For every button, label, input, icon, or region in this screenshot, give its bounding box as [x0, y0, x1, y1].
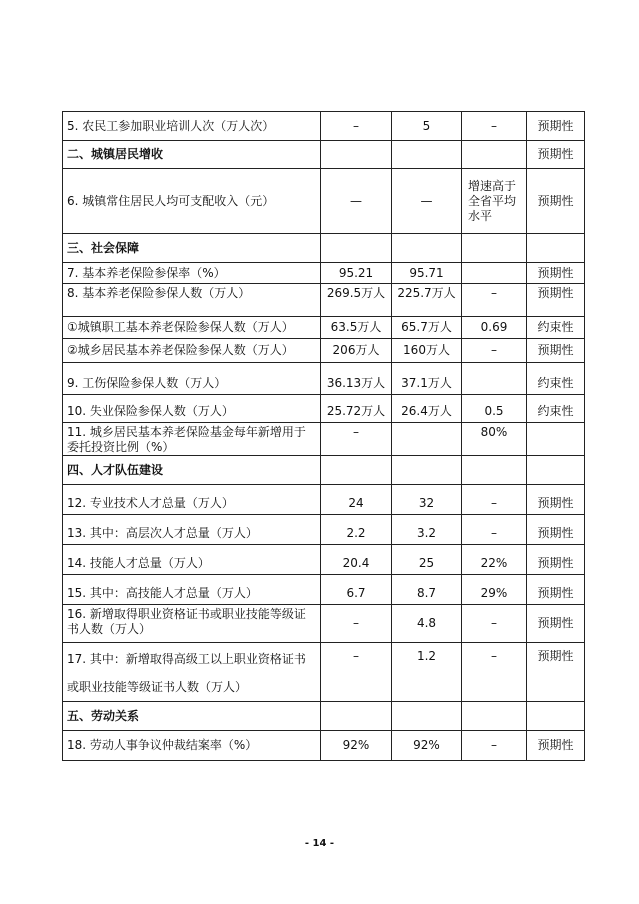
cell-growth	[462, 234, 527, 263]
section-row	[63, 702, 585, 731]
cell-attribute: 预期性	[527, 284, 585, 317]
table-row	[63, 263, 585, 284]
row-label: ①城镇职工基本养老保险参保人数（万人）	[63, 317, 321, 339]
cell-target: 92%	[392, 731, 462, 761]
cell-growth: –	[462, 515, 527, 545]
cell-growth: 80%	[462, 423, 527, 456]
table-row	[63, 395, 585, 423]
row-label: 14. 技能人才总量（万人）	[63, 545, 321, 575]
cell-growth	[462, 263, 527, 284]
cell-attribute: 预期性	[527, 605, 585, 643]
row-label: 16. 新增取得职业资格证书或职业技能等级证书人数（万人）	[63, 605, 321, 643]
cell-growth: –	[462, 605, 527, 643]
cell-baseline: 92%	[321, 731, 392, 761]
cell-target: 37.1万人	[392, 363, 462, 395]
table-row	[63, 545, 585, 575]
cell-baseline: —	[321, 169, 392, 234]
cell-growth: 22%	[462, 545, 527, 575]
cell-baseline: 25.72万人	[321, 395, 392, 423]
table-row	[63, 284, 585, 317]
cell-attribute: 预期性	[527, 339, 585, 363]
row-label: 8. 基本养老保险参保人数（万人）	[63, 284, 321, 317]
cell-attribute: 预期性	[527, 643, 585, 702]
row-label: 11. 城乡居民基本养老保险基金每年新增用于委托投资比例（%）	[63, 423, 321, 456]
row-label: 15. 其中：高技能人才总量（万人）	[63, 575, 321, 605]
cell-baseline	[321, 141, 392, 169]
cell-attribute	[527, 456, 585, 485]
row-label: 12. 专业技术人才总量（万人）	[63, 485, 321, 515]
cell-attribute: 预期性	[527, 485, 585, 515]
row-label: 5. 农民工参加职业培训人次（万人次）	[63, 112, 321, 141]
cell-baseline: 20.4	[321, 545, 392, 575]
cell-attribute: 约束性	[527, 363, 585, 395]
cell-growth	[462, 141, 527, 169]
cell-growth: –	[462, 643, 527, 702]
table-row	[63, 515, 585, 545]
cell-target: 95.71	[392, 263, 462, 284]
page-number: - 14 -	[304, 838, 335, 849]
cell-baseline: 24	[321, 485, 392, 515]
cell-target: 8.7	[392, 575, 462, 605]
cell-attribute: 约束性	[527, 395, 585, 423]
cell-baseline: 95.21	[321, 263, 392, 284]
cell-growth: –	[462, 485, 527, 515]
section-heading: 二、城镇居民增收	[63, 141, 321, 169]
cell-attribute	[527, 234, 585, 263]
cell-growth: –	[462, 284, 527, 317]
indicator-table	[62, 111, 585, 761]
row-label: 6. 城镇常住居民人均可支配收入（元）	[63, 169, 321, 234]
section-heading: 三、社会保障	[63, 234, 321, 263]
section-row	[63, 456, 585, 485]
cell-baseline	[321, 702, 392, 731]
row-label: 10. 失业保险参保人数（万人）	[63, 395, 321, 423]
cell-target: 26.4万人	[392, 395, 462, 423]
cell-target	[392, 456, 462, 485]
cell-growth	[462, 702, 527, 731]
cell-target: 32	[392, 485, 462, 515]
section-heading: 四、人才队伍建设	[63, 456, 321, 485]
row-label: 13. 其中：高层次人才总量（万人）	[63, 515, 321, 545]
cell-baseline: –	[321, 643, 392, 702]
table-row	[63, 317, 585, 339]
cell-attribute: 预期性	[527, 545, 585, 575]
cell-attribute: 预期性	[527, 112, 585, 141]
cell-baseline	[321, 456, 392, 485]
cell-baseline: 63.5万人	[321, 317, 392, 339]
cell-target: 65.7万人	[392, 317, 462, 339]
cell-growth	[462, 363, 527, 395]
table-row	[63, 485, 585, 515]
cell-growth: 29%	[462, 575, 527, 605]
cell-growth: 0.5	[462, 395, 527, 423]
cell-attribute	[527, 702, 585, 731]
cell-target: 5	[392, 112, 462, 141]
table-row	[63, 575, 585, 605]
row-label: 9. 工伤保险参保人数（万人）	[63, 363, 321, 395]
cell-baseline: 6.7	[321, 575, 392, 605]
row-label: ②城乡居民基本养老保险参保人数（万人）	[63, 339, 321, 363]
cell-growth: –	[462, 112, 527, 141]
cell-attribute	[527, 423, 585, 456]
cell-target	[392, 141, 462, 169]
cell-target	[392, 234, 462, 263]
cell-target: 225.7万人	[392, 284, 462, 317]
section-heading: 五、劳动关系	[63, 702, 321, 731]
cell-target: 1.2	[392, 643, 462, 702]
cell-baseline: 206万人	[321, 339, 392, 363]
cell-attribute: 预期性	[527, 575, 585, 605]
table-row	[63, 363, 585, 395]
row-label: 18. 劳动人事争议仲裁结案率（%）	[63, 731, 321, 761]
cell-target	[392, 702, 462, 731]
table-row	[63, 643, 585, 702]
section-row	[63, 141, 585, 169]
cell-baseline	[321, 234, 392, 263]
cell-attribute: 预期性	[527, 515, 585, 545]
cell-baseline: 269.5万人	[321, 284, 392, 317]
cell-target: 25	[392, 545, 462, 575]
cell-attribute: 约束性	[527, 317, 585, 339]
cell-target: 160万人	[392, 339, 462, 363]
cell-attribute: 预期性	[527, 263, 585, 284]
cell-attribute: 预期性	[527, 169, 585, 234]
table-row	[63, 731, 585, 761]
cell-target: —	[392, 169, 462, 234]
table-row	[63, 339, 585, 363]
cell-baseline: –	[321, 605, 392, 643]
cell-attribute: 预期性	[527, 731, 585, 761]
cell-target: 3.2	[392, 515, 462, 545]
cell-growth: 0.69	[462, 317, 527, 339]
table-row	[63, 423, 585, 456]
cell-growth: 增速高于全省平均水平	[462, 169, 527, 234]
cell-baseline: 2.2	[321, 515, 392, 545]
table-row	[63, 605, 585, 643]
row-label: 17. 其中：新增取得高级工以上职业资格证书或职业技能等级证书人数（万人）	[63, 643, 321, 702]
cell-attribute: 预期性	[527, 141, 585, 169]
cell-baseline: –	[321, 423, 392, 456]
cell-growth	[462, 456, 527, 485]
cell-target: 4.8	[392, 605, 462, 643]
cell-growth: –	[462, 731, 527, 761]
cell-growth: –	[462, 339, 527, 363]
cell-target	[392, 423, 462, 456]
section-row	[63, 234, 585, 263]
table-row	[63, 169, 585, 234]
cell-baseline: –	[321, 112, 392, 141]
table-row	[63, 112, 585, 141]
row-label: 7. 基本养老保险参保率（%）	[63, 263, 321, 284]
cell-baseline: 36.13万人	[321, 363, 392, 395]
